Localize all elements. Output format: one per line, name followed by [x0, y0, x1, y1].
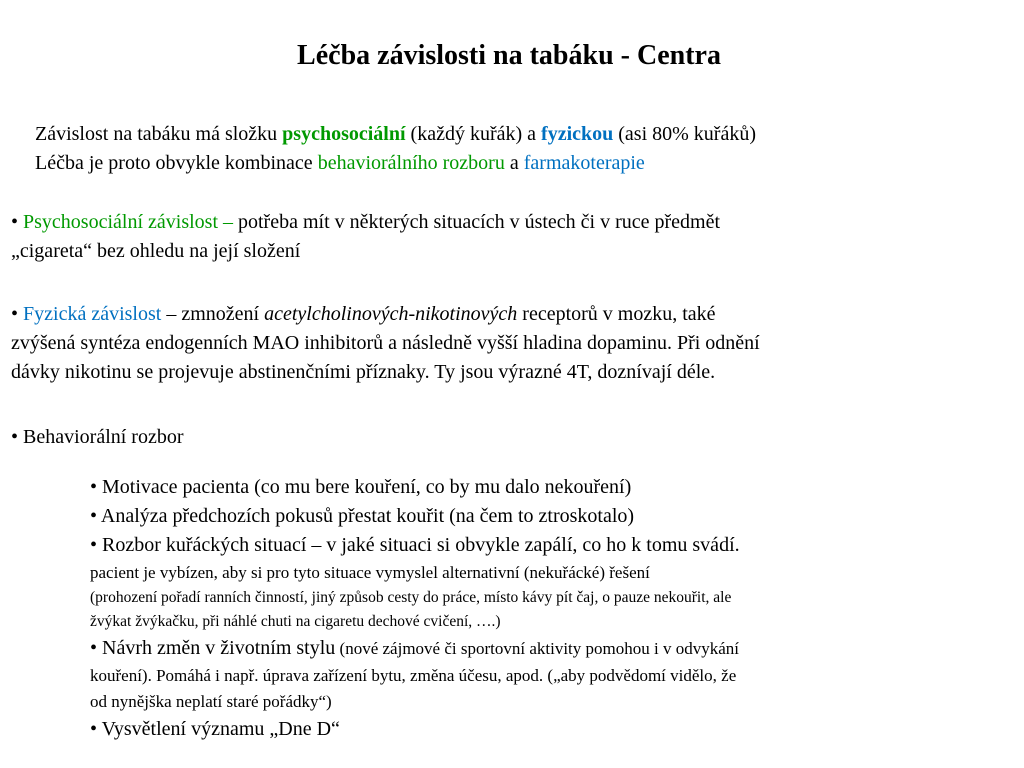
- sub-item-situations-note: pacient je vybízen, aby si pro tyto situace vymyslel alternativní (nekuřácké) řešení: [90, 563, 650, 582]
- sub-item-lifestyle-line-3: od nynějška neplatí staré pořádky“): [90, 692, 332, 711]
- intro-text: Léčba je proto obvykle kombinace: [35, 152, 318, 174]
- bullet: •: [11, 211, 24, 233]
- physical-text: receptorů v mozku, také: [517, 303, 716, 325]
- intro-line-2: [35, 149, 756, 178]
- physical-dependence-term: Fyzická závislost: [23, 303, 162, 325]
- lifestyle-text: (nové zájmové či sportovní aktivity pomohou i v odvykání: [335, 639, 739, 658]
- psychosocial-line-1: [11, 208, 1001, 237]
- physical-text: – zmnožení: [161, 303, 265, 325]
- psychosocial-line-2: „cigareta“ bez ohledu na její složení: [11, 240, 301, 262]
- sub-item-day-d: • Vysvětlení významu „Dne D“: [90, 718, 340, 740]
- dash: –: [218, 211, 233, 233]
- behavioral-sublist: [90, 473, 990, 744]
- behavioral-label: • Behaviorální rozbor: [11, 426, 184, 448]
- slide-title: Léčba závislosti na tabáku - Centra: [297, 40, 721, 71]
- intro-block: [35, 120, 756, 178]
- sub-item-situations: • Rozbor kuřáckých situací – v jaké situaci si obvykle zapálí, co ho k tomu svádí.: [90, 534, 740, 556]
- sub-item-lifestyle-line-1: [90, 634, 990, 663]
- physical-line-2: zvýšená syntéza endogenních MAO inhibitorů a následně vyšší hladina dopaminu. Při odnění: [11, 332, 760, 354]
- behavioral-bullet: [11, 423, 1001, 452]
- intro-text: Závislost na tabáku má složku: [35, 123, 283, 145]
- psychosocial-dependence-term: Psychosociální závislost: [23, 211, 218, 233]
- psychosocial-term: psychosociální: [282, 123, 406, 145]
- behavioral-term: behaviorálního rozboru: [317, 152, 505, 174]
- intro-text: a: [504, 152, 524, 174]
- lifestyle-head: • Návrh změn v životním stylu: [90, 637, 336, 659]
- sub-item-situations-example-2: žvýkat žvýkačku, při náhlé chuti na cigaretu dechové cvičení, ….): [90, 613, 501, 630]
- intro-text: (každý kuřák) a: [405, 123, 542, 145]
- psychosocial-bullet: [11, 208, 1001, 266]
- sub-item-lifestyle-line-2: kouření). Pomáhá i např. úprava zařízení bytu, změna účesu, apod. („aby podvědomí vidělo, že: [90, 666, 737, 685]
- physical-bullet: [11, 300, 1001, 387]
- physical-term: fyzickou: [541, 123, 614, 145]
- physical-line-3: dávky nikotinu se projevuje abstinenčními příznaky. Ty jsou výrazné 4T, doznívají déle.: [11, 361, 716, 383]
- bullet: •: [11, 303, 24, 325]
- sub-item-analysis: • Analýza předchozích pokusů přestat kouřit (na čem to ztroskotalo): [90, 505, 635, 527]
- psychosocial-text: potřeba mít v některých situacích v ústech či v ruce předmět: [233, 211, 721, 233]
- intro-line-1: [35, 120, 756, 149]
- sub-item-situations-example-1: (prohození pořadí ranních činností, jiný způsob cesty do práce, místo kávy pít čaj, o pauze nekouřit, ale: [90, 589, 732, 606]
- intro-text: (asi 80% kuřáků): [613, 123, 756, 145]
- physical-line-1: [11, 300, 1001, 329]
- pharmacotherapy-term: farmakoterapie: [523, 152, 645, 174]
- sub-item-motivation: • Motivace pacienta (co mu bere kouření, co by mu dalo nekouření): [90, 476, 632, 498]
- receptor-term: acetylcholinových-nikotinových: [264, 303, 518, 325]
